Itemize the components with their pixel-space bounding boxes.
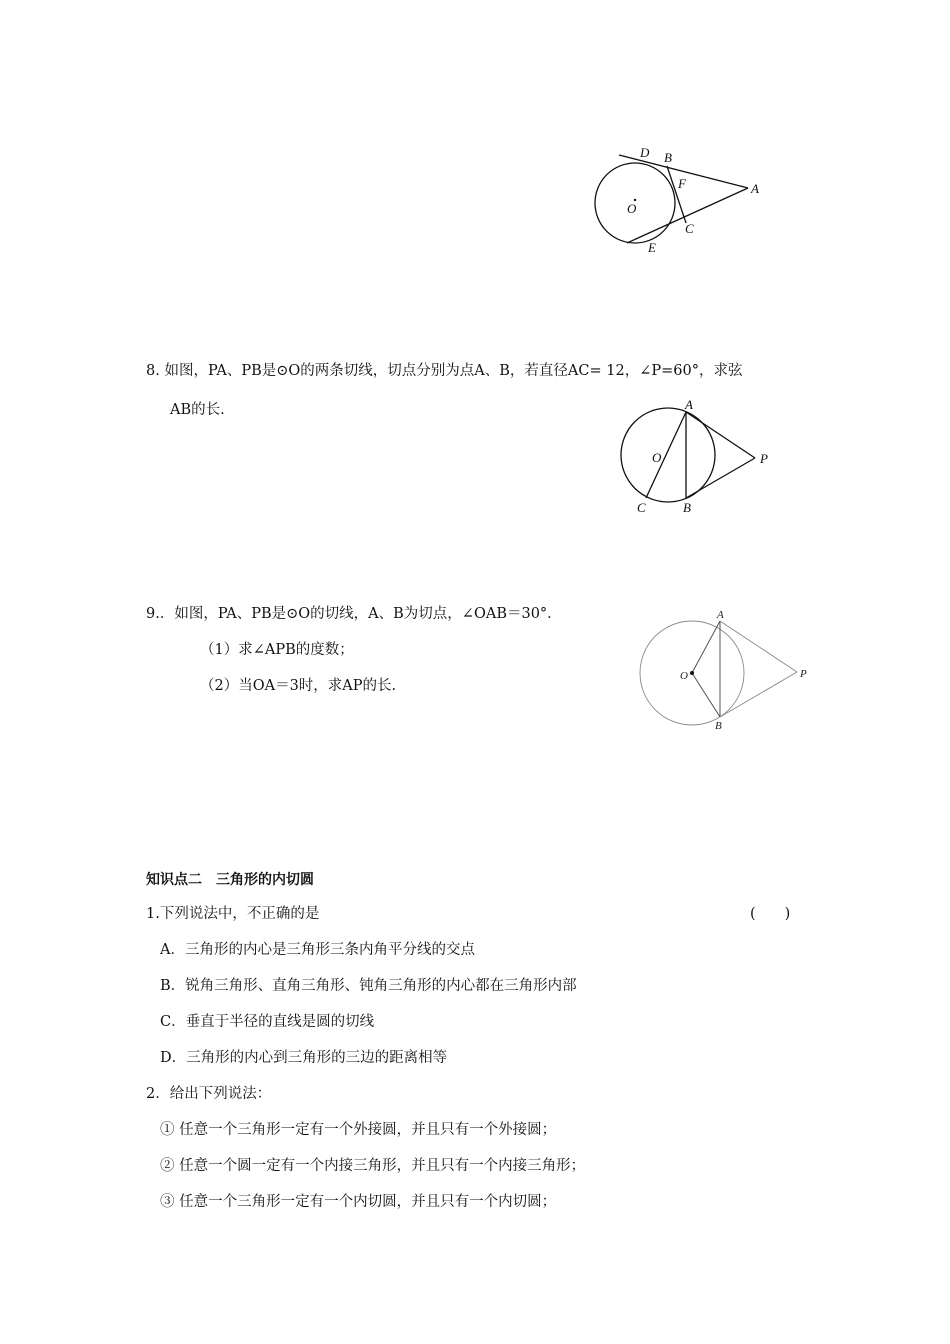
- question-9-stem: 9.．如图，PA、PB是⊙O的切线，A、B为切点，∠OAB＝30°．: [146, 606, 562, 622]
- label-f: F: [678, 176, 686, 191]
- label-d: D: [640, 145, 650, 160]
- label-p: P: [800, 668, 807, 680]
- option-c: C．垂直于半径的直线是圆的切线: [160, 1014, 375, 1030]
- option-a: A．三角形的内心是三角形三条内角平分线的交点: [160, 942, 475, 958]
- s2-question-2-stem: 2．给出下列说法：: [146, 1086, 272, 1102]
- label-o: O: [652, 450, 662, 465]
- section-title: 知识点二 三角形的内切圆: [146, 872, 314, 888]
- figure-tangent-circle-1: [585, 140, 775, 260]
- question-9-sub2: （2）当OA＝3时，求AP的长.: [200, 678, 397, 694]
- statement-3: ③ 任意一个三角形一定有一个内切圆，并且只有一个内切圆；: [160, 1194, 557, 1210]
- label-b: B: [664, 150, 672, 165]
- center-point-o: [690, 671, 694, 675]
- question-8-line1: 8. 如图，PA、PB是⊙O的两条切线，切点分别为点A、B，若直径AC= 12，∠P=60°，求弦: [146, 363, 743, 379]
- label-p: P: [760, 451, 768, 466]
- label-o: O: [680, 670, 688, 682]
- tangent-pa: [686, 412, 755, 458]
- tangent-line-bc: [667, 166, 686, 223]
- label-a: A: [751, 181, 759, 196]
- question-8-line2: AB的长.: [170, 402, 225, 418]
- radius-ob: [692, 673, 720, 717]
- label-b: B: [715, 720, 722, 732]
- label-o: O: [627, 201, 637, 216]
- label-a: A: [717, 609, 724, 621]
- option-d: D．三角形的内心到三角形的三边的距离相等: [160, 1050, 448, 1066]
- label-c: C: [637, 500, 646, 515]
- label-c: C: [685, 221, 694, 236]
- tangent-pa: [720, 621, 797, 672]
- tangent-pb: [720, 672, 797, 717]
- s2-question-1-stem: 1.下列说法中，不正确的是: [146, 906, 320, 922]
- statement-2: ② 任意一个圆一定有一个内接三角形，并且只有一个内接三角形；: [160, 1158, 586, 1174]
- label-e: E: [648, 240, 656, 255]
- answer-bracket: ( ): [750, 906, 791, 922]
- question-9-sub1: （1）求∠APB的度数；: [200, 642, 354, 658]
- option-b: B．锐角三角形、直角三角形、钝角三角形的内心都在三角形内部: [160, 978, 577, 994]
- label-a: A: [685, 398, 693, 412]
- statement-1: ① 任意一个三角形一定有一个外接圆，并且只有一个外接圆；: [160, 1122, 557, 1138]
- figure-question-8: [605, 398, 785, 518]
- figure-question-9: [630, 605, 815, 735]
- label-b: B: [683, 500, 691, 515]
- radius-oa: [692, 621, 720, 673]
- tangent-pb: [686, 458, 755, 498]
